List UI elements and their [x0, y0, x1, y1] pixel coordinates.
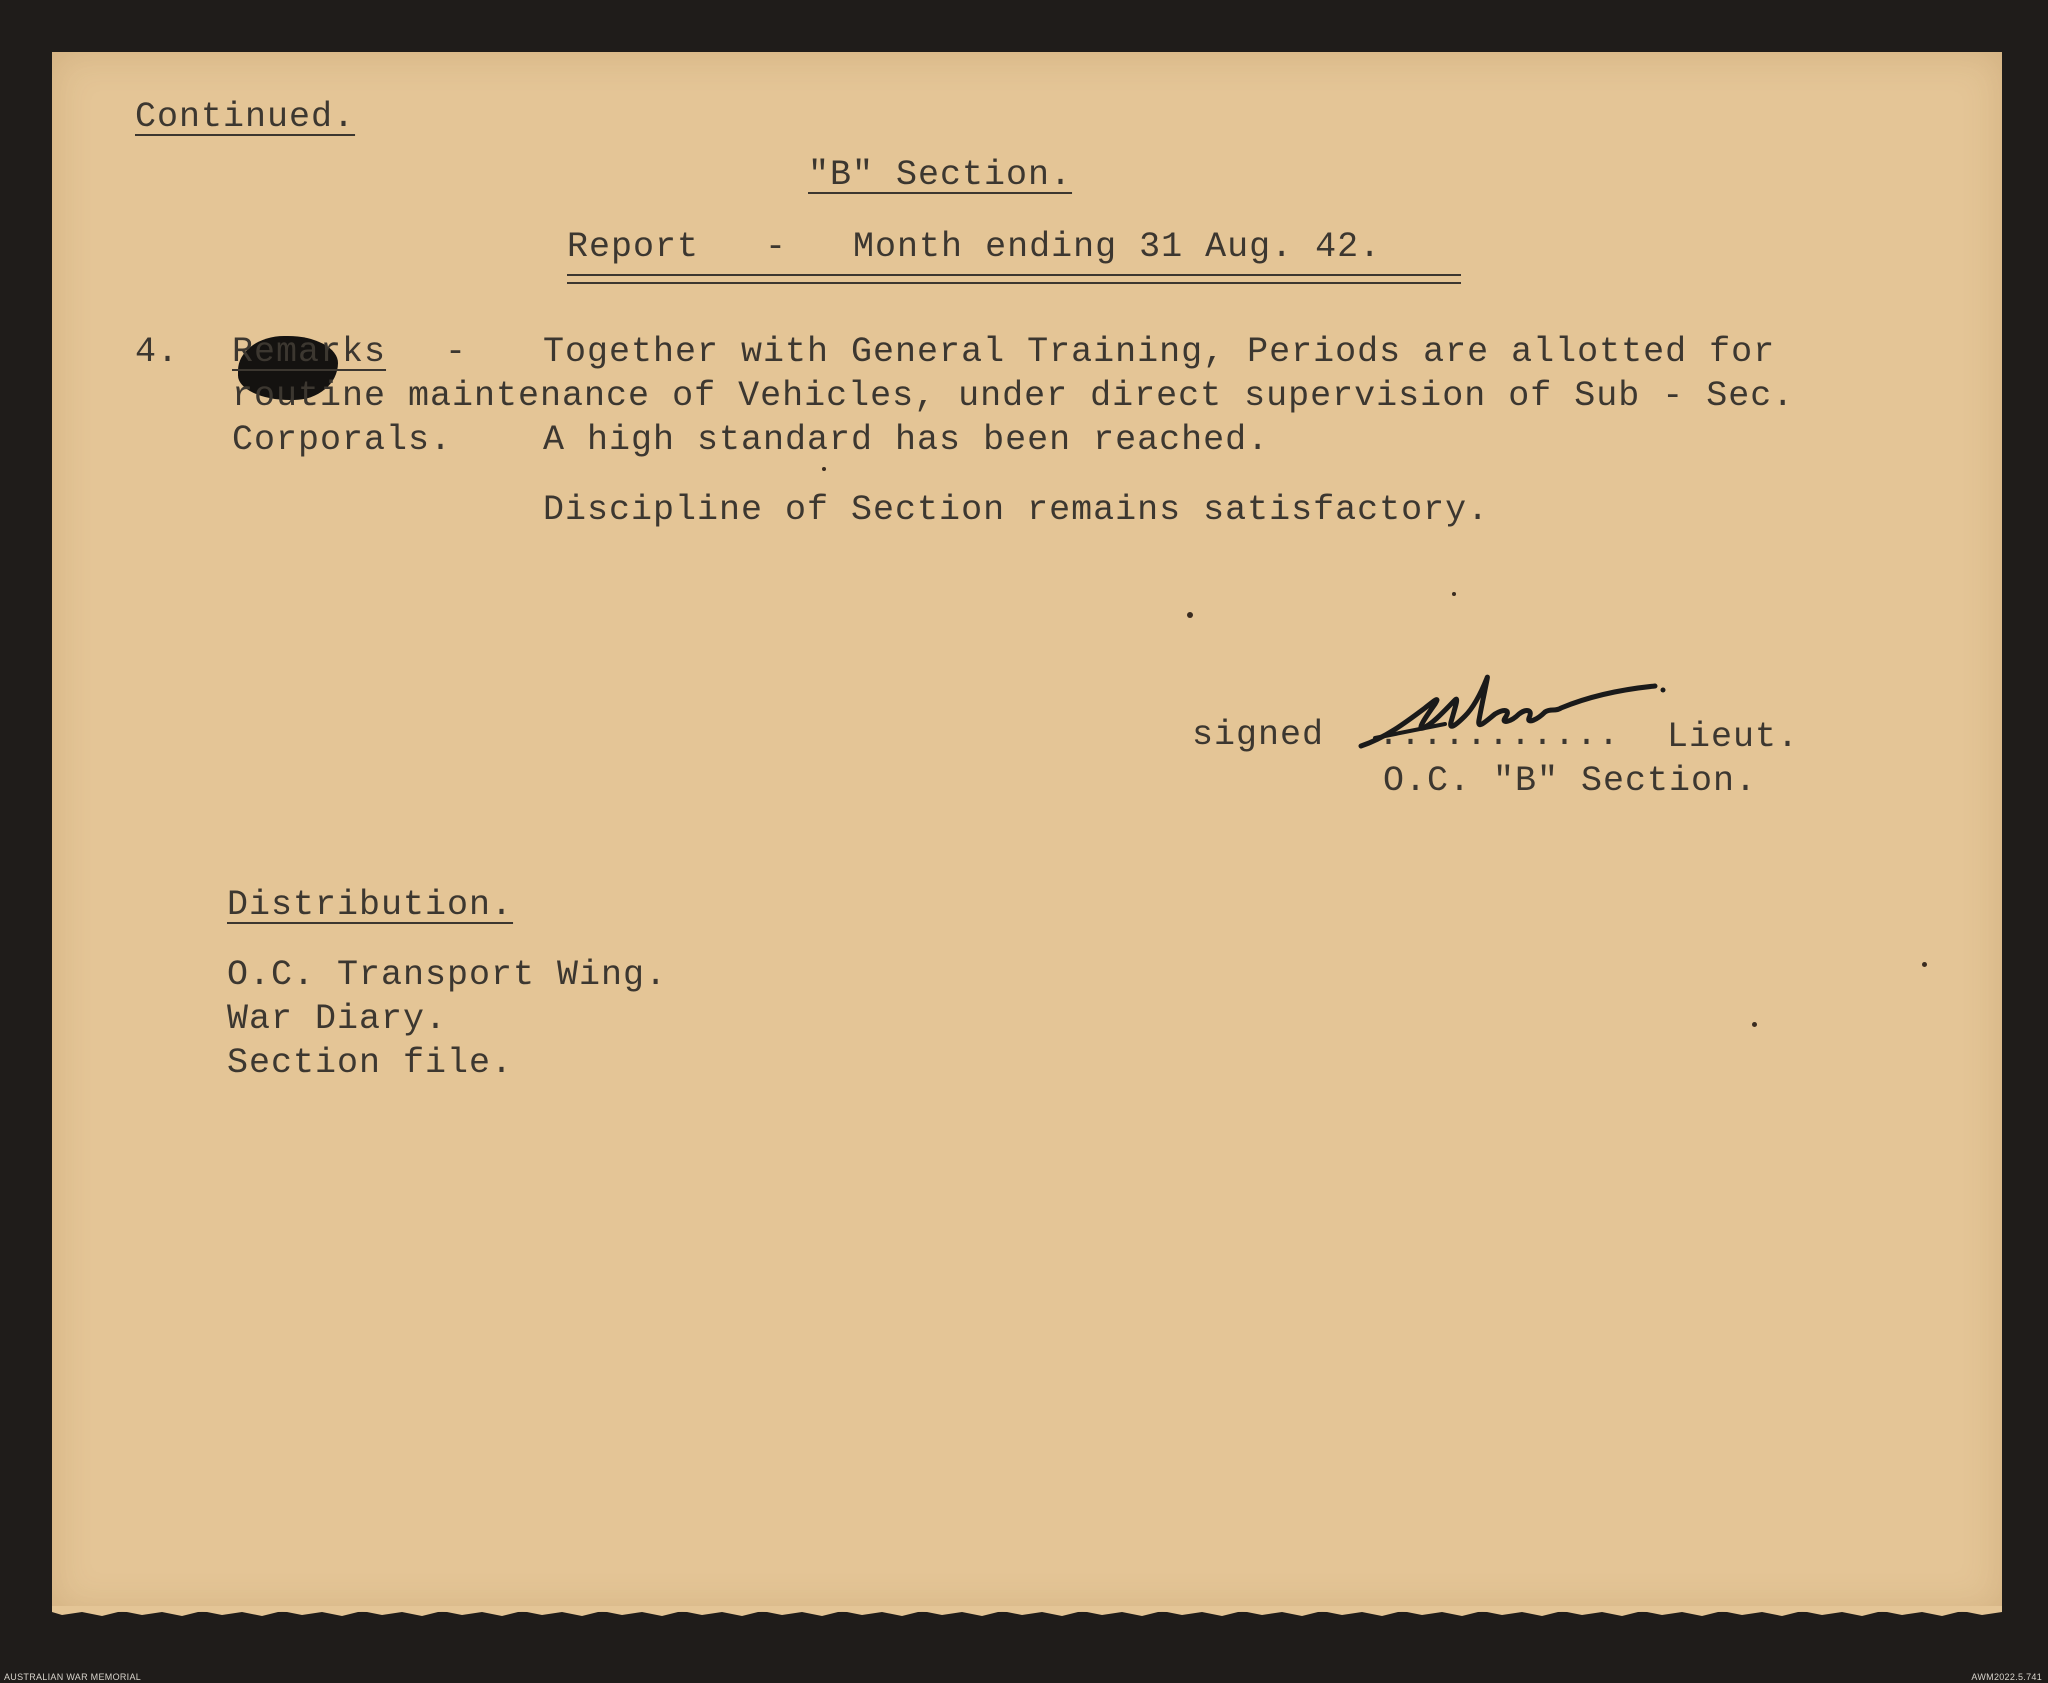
report-title: Report - Month ending 31 Aug. 42. [567, 227, 1382, 267]
archive-credit: AUSTRALIAN WAR MEMORIAL [4, 1672, 142, 1682]
report-title-underline-bottom [567, 282, 1461, 284]
handwritten-signature [1355, 668, 1675, 768]
distribution-item: War Diary. [227, 999, 448, 1039]
distribution-heading: Distribution. [227, 885, 514, 925]
remarks-line-1: Together with General Training, Periods are allotted for [543, 332, 1776, 372]
ink-speck [1922, 962, 1927, 967]
signature-dots: ........... [1378, 715, 1621, 755]
ink-speck [1452, 592, 1456, 596]
remarks-line-4: Discipline of Section remains satisfactory. [543, 490, 1490, 530]
distribution-item: O.C. Transport Wing. [227, 955, 668, 995]
ink-speck [822, 467, 826, 471]
paper-sheet [52, 52, 2002, 1612]
ink-speck [1752, 1022, 1757, 1027]
remarks-dash: - [445, 332, 468, 372]
torn-edge [52, 1606, 2002, 1618]
remarks-line-3b: A high standard has been reached. [543, 420, 1270, 460]
signed-label: signed [1192, 715, 1325, 755]
remarks-line-2: routine maintenance of Vehicles, under direct supervision of Sub - Sec. [232, 376, 1795, 416]
section-title: "B" Section. [808, 155, 1073, 195]
signature-title: O.C. "B" Section. [1383, 761, 1758, 801]
remarks-label: Remarks [232, 332, 387, 372]
distribution-item: Section file. [227, 1043, 514, 1083]
remarks-number: 4. [135, 332, 180, 372]
report-title-underline-top [567, 274, 1461, 276]
remarks-line-3a: Corporals. [232, 420, 453, 460]
ink-speck [1187, 612, 1193, 618]
archive-id: AWM2022.5.741 [1971, 1672, 2042, 1682]
signature-rank: Lieut. [1667, 717, 1800, 757]
continued-label: Continued. [135, 97, 356, 137]
